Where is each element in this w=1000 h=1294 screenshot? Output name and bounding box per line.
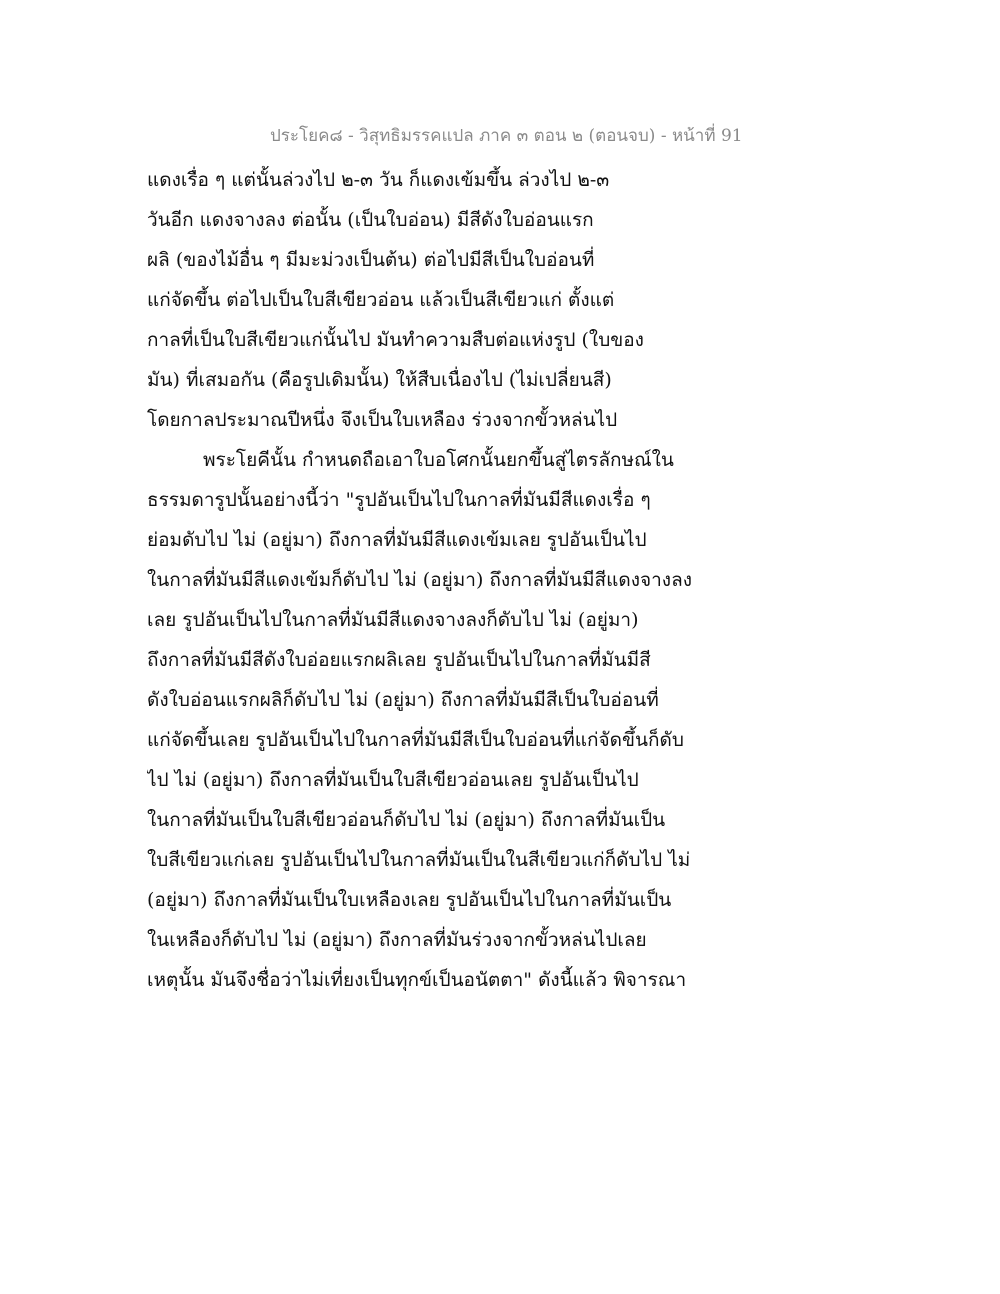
text-line: มัน) ที่เสมอกัน (คือรูปเดิมนั้น) ให้สืบเนื่องไป (ไม่เปลี่ยนสี) <box>147 369 612 391</box>
text-line: แก่จัดขึ้นเลย รูปอันเป็นไปในกาลที่มันมีสีเป็นใบอ่อนที่แก่จัดขึ้นก็ดับ <box>147 729 684 751</box>
body-text <box>147 160 707 1000</box>
text-line: แก่จัดขึ้น ต่อไปเป็นใบสีเขียวอ่อน แล้วเป็นสีเขียวแก่ ตั้งแต่ <box>147 289 615 311</box>
text-line: กาลที่เป็นใบสีเขียวแก่นั้นไป มันทำความสืบต่อแห่งรูป (ใบของ <box>147 329 644 351</box>
text-line: โดยกาลประมาณปีหนึ่ง จึงเป็นใบเหลือง ร่วงจากขั้วหล่นไป <box>147 409 618 431</box>
text-line: ถึงกาลที่มันมีสีดังใบอ่อยแรกผลิเลย รูปอันเป็นไปในกาลที่มันมีสี <box>147 649 651 671</box>
text-line: วันอีก แดงจางลง ต่อนั้น (เป็นใบอ่อน) มีสีดังใบอ่อนแรก <box>147 209 594 231</box>
text-line: ในกาลที่มันเป็นใบสีเขียวอ่อนก็ดับไป ไม่ (อยู่มา) ถึงกาลที่มันเป็น <box>147 809 666 831</box>
text-line: ในกาลที่มันมีสีแดงเข้มก็ดับไป ไม่ (อยู่มา) ถึงกาลที่มันมีสีแดงจางลง <box>147 569 693 591</box>
text-line: ผลิ (ของไม้อื่น ๆ มีมะม่วงเป็นต้น) ต่อไปมีสีเป็นใบอ่อนที่ <box>147 249 595 271</box>
text-line: ย่อมดับไป ไม่ (อยู่มา) ถึงกาลที่มันมีสีแดงเข้มเลย รูปอันเป็นไป <box>147 529 647 551</box>
text-line: ดังใบอ่อนแรกผลิก็ดับไป ไม่ (อยู่มา) ถึงกาลที่มันมีสีเป็นใบอ่อนที่ <box>147 689 659 711</box>
text-line: ในเหลืองก็ดับไป ไม่ (อยู่มา) ถึงกาลที่มันร่วงจากขั้วหล่นไปเลย <box>147 929 647 951</box>
text-line: ไป ไม่ (อยู่มา) ถึงกาลที่มันเป็นใบสีเขียวอ่อนเลย รูปอันเป็นไป <box>147 769 639 791</box>
text-line: (อยู่มา) ถึงกาลที่มันเป็นใบเหลืองเลย รูปอันเป็นไปในกาลที่มันเป็น <box>147 889 672 911</box>
text-line: แดงเรื่อ ๆ แต่นั้นล่วงไป ๒-๓ วัน ก็แดงเข้มขึ้น ล่วงไป ๒-๓ <box>147 169 610 191</box>
running-header: ประโยค๘ - วิสุทธิมรรคแปล ภาค ๓ ตอน ๒ (ตอนจบ) - หน้าที่ 91 <box>270 126 743 146</box>
paragraph-first-line: พระโยคีนั้น กำหนดถือเอาใบอโศกนั้นยกขึ้นสู่ไตรลักษณ์ใน <box>203 449 674 471</box>
text-line: ใบสีเขียวแก่เลย รูปอันเป็นไปในกาลที่มันเป็นในสีเขียวแก่ก็ดับไป ไม่ <box>147 849 691 871</box>
text-line: เลย รูปอันเป็นไปในกาลที่มันมีสีแดงจางลงก็ดับไป ไม่ (อยู่มา) <box>147 609 639 631</box>
text-line: ธรรมดารูปนั้นอย่างนี้ว่า "รูปอันเป็นไปในกาลที่มันมีสีแดงเรื่อ ๆ <box>147 489 651 511</box>
text-line: เหตุนั้น มันจึงชื่อว่าไม่เที่ยงเป็นทุกข์เป็นอนัตตา" ดังนี้แล้ว พิจารณา <box>147 969 687 991</box>
